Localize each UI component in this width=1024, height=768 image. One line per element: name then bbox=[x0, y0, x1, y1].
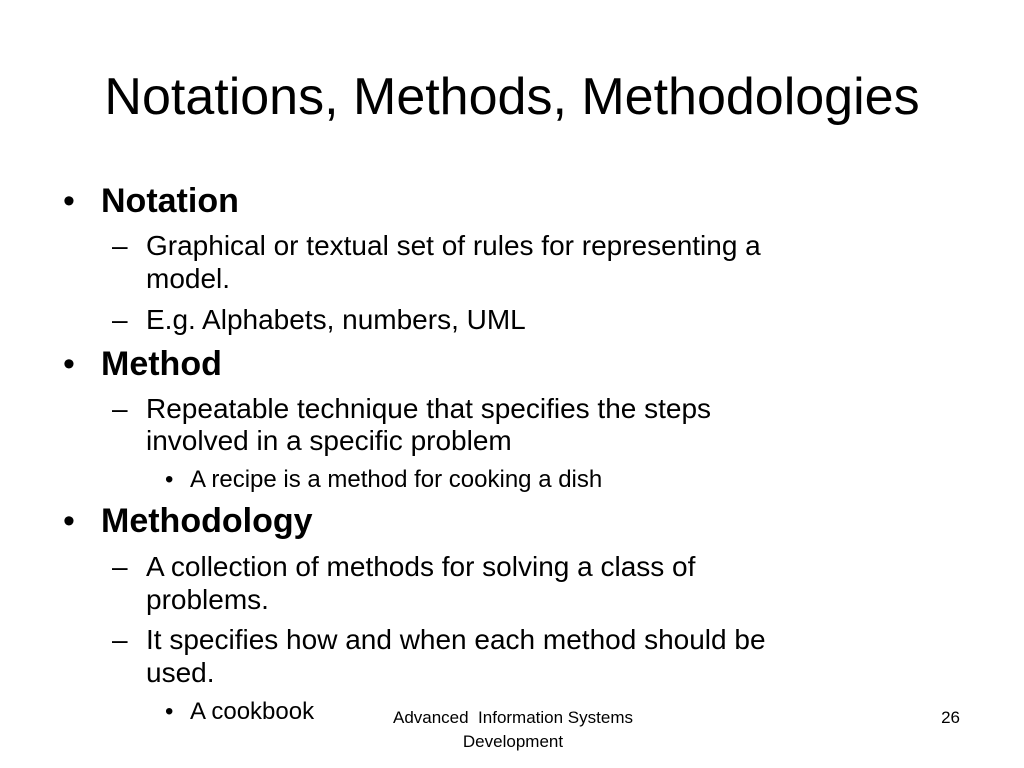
sub-bullet-text: A collection of methods for solving a class of bbox=[146, 551, 696, 582]
sub-bullet bbox=[112, 303, 526, 336]
sub-sub-bullet-text: A recipe is a method for cooking a dish bbox=[190, 466, 603, 493]
sub-bullet bbox=[112, 229, 761, 262]
sub-bullet bbox=[112, 550, 696, 583]
bullet-marker: • bbox=[63, 345, 75, 383]
dash-marker: – bbox=[112, 624, 128, 655]
bullet-method bbox=[63, 345, 222, 383]
dash-marker: – bbox=[112, 230, 128, 261]
sub-bullet-text: Graphical or textual set of rules for representing a bbox=[146, 230, 761, 261]
sub-sub-bullet-text: A cookbook bbox=[190, 698, 315, 725]
sub-bullet-text: used. bbox=[146, 657, 215, 688]
bullet-heading: Method bbox=[101, 345, 222, 383]
sub-bullet-text: It specifies how and when each method should be bbox=[146, 624, 766, 655]
bullet-methodology bbox=[63, 502, 313, 540]
sub-bullet-continuation bbox=[146, 656, 215, 689]
sub-bullet bbox=[112, 623, 766, 656]
bullet-marker: • bbox=[165, 698, 174, 725]
sub-bullet-text: E.g. Alphabets, numbers, UML bbox=[146, 304, 526, 335]
page-number: 26 bbox=[941, 708, 960, 727]
bullet-marker: • bbox=[63, 182, 75, 220]
footer-line: Development bbox=[462, 732, 564, 751]
bullet-notation bbox=[63, 182, 239, 220]
sub-bullet bbox=[112, 392, 712, 425]
sub-sub-bullet bbox=[165, 697, 315, 727]
bullet-marker: • bbox=[165, 466, 174, 493]
bullet-marker: • bbox=[63, 502, 75, 540]
slide-title: Notations, Methods, Methodologies bbox=[104, 68, 920, 126]
footer-line: Advanced Information Systems bbox=[392, 708, 633, 727]
dash-marker: – bbox=[112, 393, 128, 424]
sub-bullet-text: problems. bbox=[146, 584, 269, 615]
sub-bullet-continuation bbox=[146, 424, 512, 457]
sub-bullet-text: model. bbox=[146, 263, 231, 294]
sub-sub-bullet bbox=[165, 465, 603, 495]
sub-bullet-text: involved in a specific problem bbox=[146, 425, 512, 456]
dash-marker: – bbox=[112, 551, 128, 582]
bullet-heading: Notation bbox=[101, 182, 239, 220]
bullet-heading: Methodology bbox=[101, 502, 313, 540]
sub-bullet-text: Repeatable technique that specifies the steps bbox=[146, 393, 712, 424]
dash-marker: – bbox=[112, 304, 128, 335]
footer-course-title bbox=[355, 706, 671, 754]
sub-bullet-continuation bbox=[146, 262, 230, 295]
sub-bullet-continuation bbox=[146, 583, 269, 616]
